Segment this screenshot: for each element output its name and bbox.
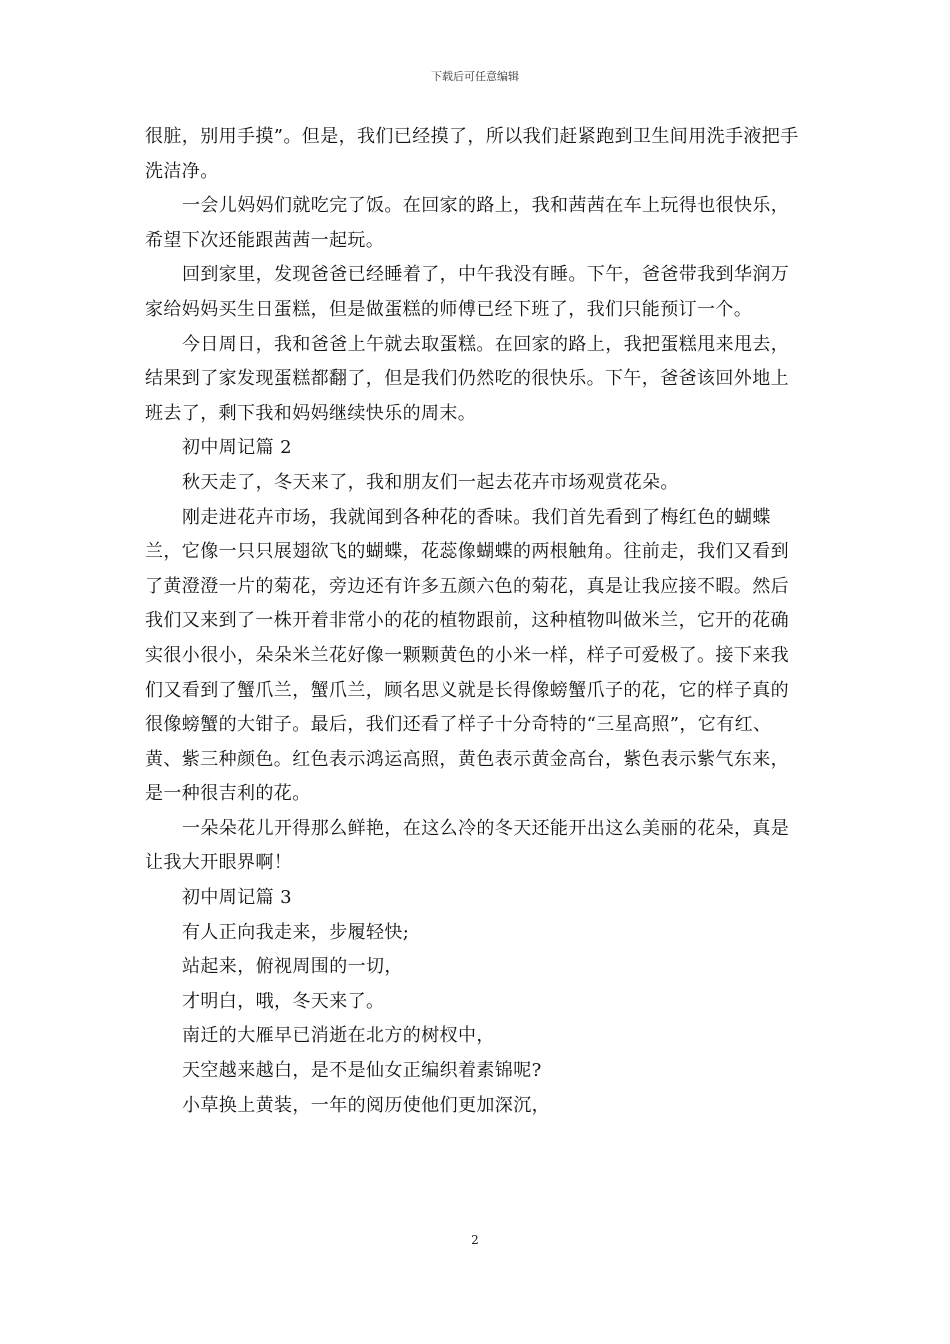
verse-line: 有人正向我走来，步履轻快;	[182, 921, 410, 943]
paragraph: 一朵朵花儿开得那么鲜艳，在这么冷的冬天还能开出这么美丽的花朵，真是让我大开眼界啊！	[145, 817, 790, 874]
section-heading: 初中周记篇 2	[182, 437, 292, 459]
verse-line: 站起来，俯视周围的一切，	[182, 956, 403, 978]
section-heading: 初中周记篇 3	[182, 887, 292, 909]
verse-line: 南迁的大雁早已消逝在北方的树杈中，	[182, 1025, 495, 1047]
paragraph: 很脏，别用手摸”。但是，我们已经摸了，所以我们赶紧跑到卫生间用洗手液把手洗洁净。	[145, 126, 799, 182]
page-header: 下载后可任意编辑	[431, 70, 519, 83]
document-body	[145, 120, 807, 1123]
verse-line: 天空越来越白，是不是仙女正编织着素锦呢?	[182, 1060, 542, 1082]
paragraph: 刚走进花卉市场，我就闻到各种花的香味。我们首先看到了梅红色的蝴蝶兰，它像一只只展翅欲飞的蝴蝶，花蕊像蝴蝶的两根触角。往前走，我们又看到了黄澄澄一片的菊花，旁边还有许多五颜六色的菊花，真是让我应接不暇。然后我们又来到了一株开着非常小的花的植物跟前，这种植物叫做米兰，它开的花确实很小很小，朵朵米兰花好像一颗颗黄色的小米一样，样子可爱极了。接下来我们又看到了蟹爪兰，蟹爪兰，顾名思义就是长得像螃蟹爪子的花，它的样子真的很像螃蟹的大钳子。最后，我们还看了样子十分奇特的“三星高照”，它有红、黄、紫三种颜色。红色表示鸿运高照，黄色表示黄金高台，紫色表示紫气东来，是一种很吉利的花。	[145, 506, 789, 805]
verse-line: 才明白，哦，冬天来了。	[182, 990, 385, 1012]
verse-line: 小草换上黄装，一年的阅历使他们更加深沉，	[182, 1094, 550, 1116]
paragraph: 一会儿妈妈们就吃完了饭。在回家的路上，我和茜茜在车上玩得也很快乐，希望下次还能跟茜茜一起玩。	[145, 195, 790, 251]
page-number: 2	[471, 1233, 479, 1247]
paragraph: 今日周日，我和爸爸上午就去取蛋糕。在回家的路上，我把蛋糕甩来甩去，结果到了家发现蛋糕都翻了，但是我们仍然吃的很快乐。下午，爸爸该回外地上班去了，剩下我和妈妈继续快乐的周末。	[145, 333, 790, 424]
paragraph: 秋天走了，冬天来了，我和朋友们一起去花卉市场观赏花朵。	[182, 471, 679, 493]
paragraph: 回到家里，发现爸爸已经睡着了，中午我没有睡。下午，爸爸带我到华润万家给妈妈买生日蛋糕，但是做蛋糕的师傅已经下班了，我们只能预订一个。	[145, 264, 790, 320]
